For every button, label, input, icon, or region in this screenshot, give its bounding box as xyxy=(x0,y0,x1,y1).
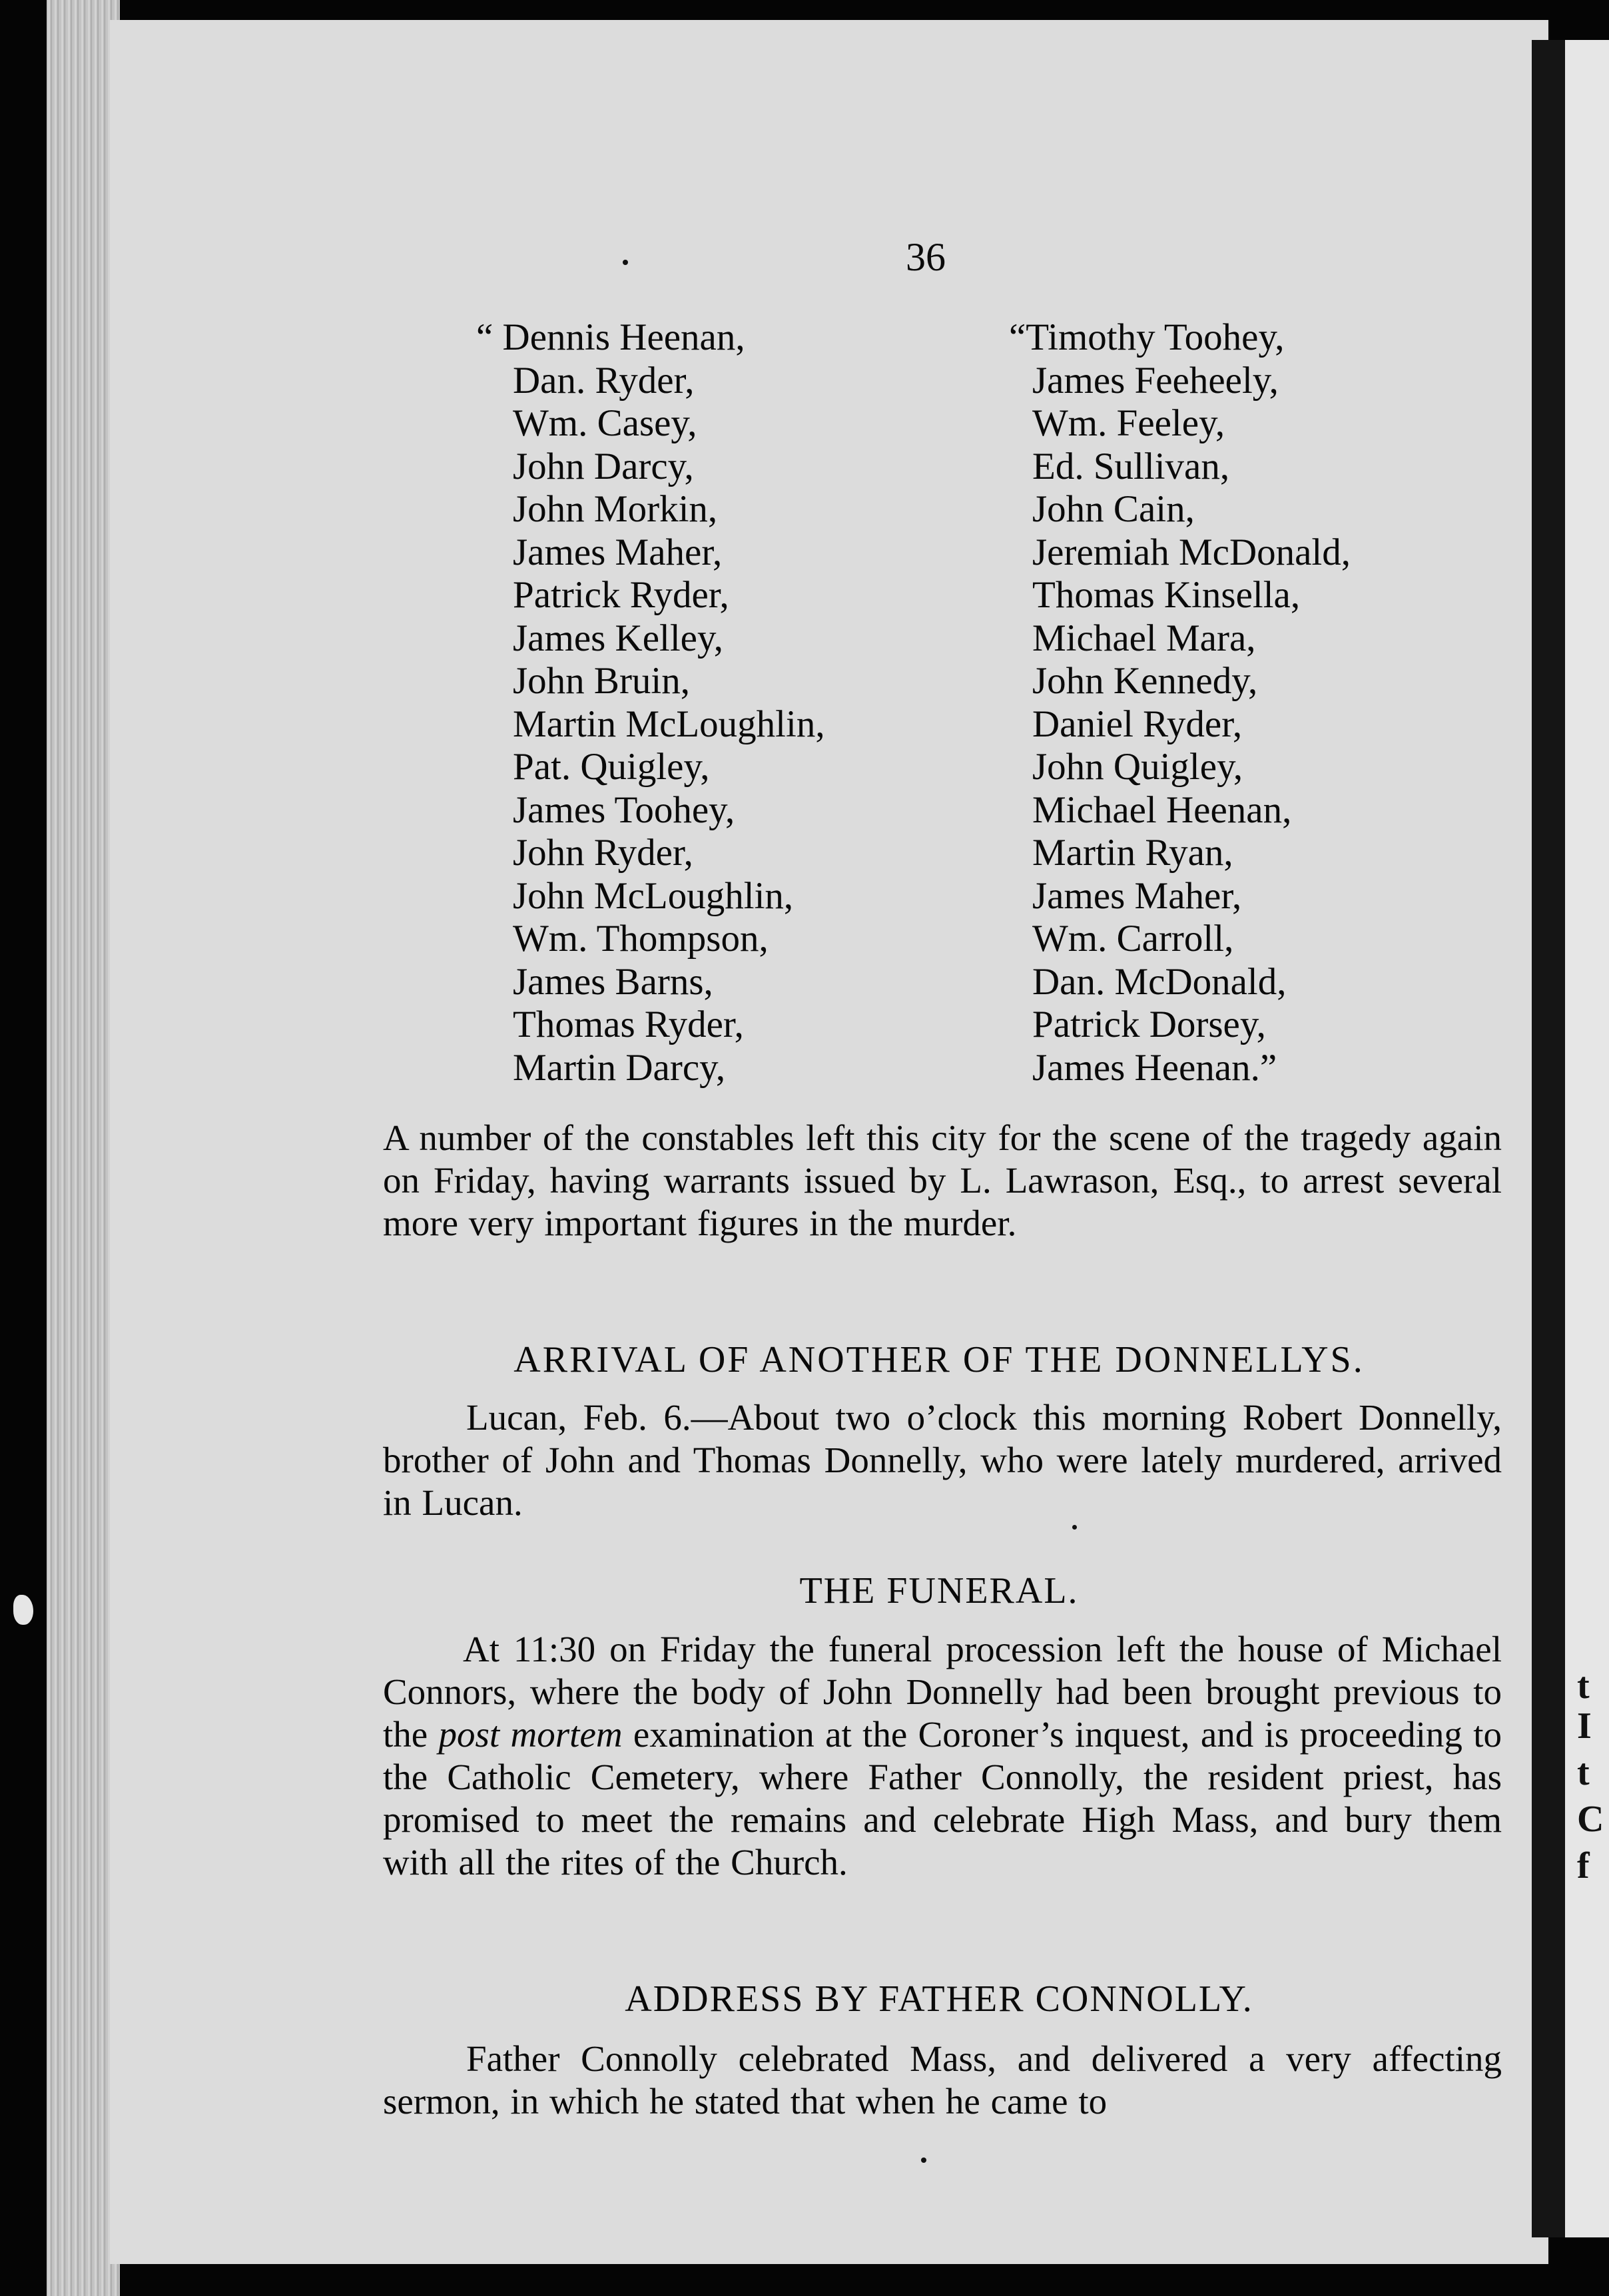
name-entry: Martin Darcy, xyxy=(513,1046,726,1089)
name-entry: Wm. Carroll, xyxy=(1032,918,1234,960)
name-entry: Thomas Ryder, xyxy=(513,1004,744,1045)
ink-speck xyxy=(1072,1525,1077,1530)
adjacent-page-fragment: t xyxy=(1577,1752,1590,1793)
paragraph-funeral-italic: post mortem xyxy=(438,1714,623,1755)
name-entry: Wm. Casey, xyxy=(513,402,697,444)
ink-speck xyxy=(623,260,628,265)
name-entry: “Timothy Toohey, xyxy=(1009,316,1285,358)
adjacent-page-fragment: I xyxy=(1577,1705,1592,1747)
name-entry: Daniel Ryder, xyxy=(1032,703,1243,745)
name-entry: Dan. McDonald, xyxy=(1032,960,1287,1003)
name-entry: Wm. Thompson, xyxy=(513,918,769,960)
adjacent-page-fragment: t xyxy=(1577,1665,1590,1707)
name-entry: Wm. Feeley, xyxy=(1032,402,1225,444)
name-entry: John Ryder, xyxy=(513,832,693,874)
name-entry: Jeremiah McDonald, xyxy=(1032,531,1351,573)
name-entry: Pat. Quigley, xyxy=(513,746,710,788)
paragraph-arrival: Lucan, Feb. 6.—About two o’clock this morning Robert Donnelly, brother of John and Thomas Donnelly, who were lately murdered, arrived in Lucan. xyxy=(383,1397,1502,1523)
name-entry: Martin Ryan, xyxy=(1032,832,1233,874)
name-entry: James Kelley, xyxy=(513,617,724,659)
names-column-right xyxy=(1009,316,1351,1089)
paragraph-constables: A number of the constables left this city for the scene of the tragedy again on Friday, having warrants issued by L. Lawrason, Esq., to arrest several more very important figures in the murder. xyxy=(383,1117,1502,1243)
paragraph-funeral-text: examination at the Coroner’s inquest, and is proceeding to the Catholic Cemetery, where Father Connolly, the resident priest, has promised to meet the remains and celebrate High Mass, and bury them with all the rites of the Church. xyxy=(383,1714,1502,1882)
paragraph-address: Father Connolly celebrated Mass, and delivered a very affecting sermon, in which he stated that when he came to xyxy=(383,2038,1502,2122)
name-entry: James Feeheely, xyxy=(1032,359,1279,402)
scan-artifact xyxy=(13,1595,33,1625)
name-entry: James Maher, xyxy=(1032,874,1242,917)
name-entry: James Barns, xyxy=(513,960,713,1003)
name-entry: John Bruin, xyxy=(513,660,691,702)
ink-speck xyxy=(921,2157,926,2163)
adjacent-page-fragment: C xyxy=(1577,1799,1604,1840)
name-entry: James Maher, xyxy=(513,531,723,573)
paragraph-funeral-text: At 11:30 on Friday the funeral procession left the house of Michael Connors, where the body of John Donnelly had been brought previous to the xyxy=(383,1629,1502,1755)
names-column-left xyxy=(476,316,825,1089)
heading-arrival: ARRIVAL OF ANOTHER OF THE DONNELLYS. xyxy=(513,1339,1365,1380)
name-entry: “ Dennis Heenan, xyxy=(476,316,745,358)
name-entry: John Darcy, xyxy=(513,445,694,487)
adjacent-page-fragment: f xyxy=(1577,1845,1590,1886)
heading-funeral: THE FUNERAL. xyxy=(799,1570,1079,1611)
page-number: 36 xyxy=(906,235,946,279)
name-entry: Michael Mara, xyxy=(1032,617,1256,659)
name-entry: Ed. Sullivan, xyxy=(1032,445,1230,487)
heading-address: ADDRESS BY FATHER CONNOLLY. xyxy=(625,1978,1253,2020)
name-entry: Michael Heenan, xyxy=(1032,788,1292,831)
name-entry: John Morkin, xyxy=(513,488,718,530)
name-entry: John Cain, xyxy=(1032,488,1195,530)
name-entry: John McLoughlin, xyxy=(513,874,794,917)
name-entry: Thomas Kinsella, xyxy=(1032,574,1301,616)
name-entry: Dan. Ryder, xyxy=(513,359,695,402)
name-entry: John Kennedy, xyxy=(1032,660,1258,702)
paragraph-funeral xyxy=(383,1628,1502,1884)
name-entry: Martin McLoughlin, xyxy=(513,703,825,745)
name-entry: James Heenan.” xyxy=(1032,1046,1277,1089)
name-entry: Patrick Ryder, xyxy=(513,574,729,616)
name-entry: James Toohey, xyxy=(513,788,735,831)
name-entry: Patrick Dorsey, xyxy=(1032,1004,1266,1045)
name-entry: John Quigley, xyxy=(1032,746,1243,788)
